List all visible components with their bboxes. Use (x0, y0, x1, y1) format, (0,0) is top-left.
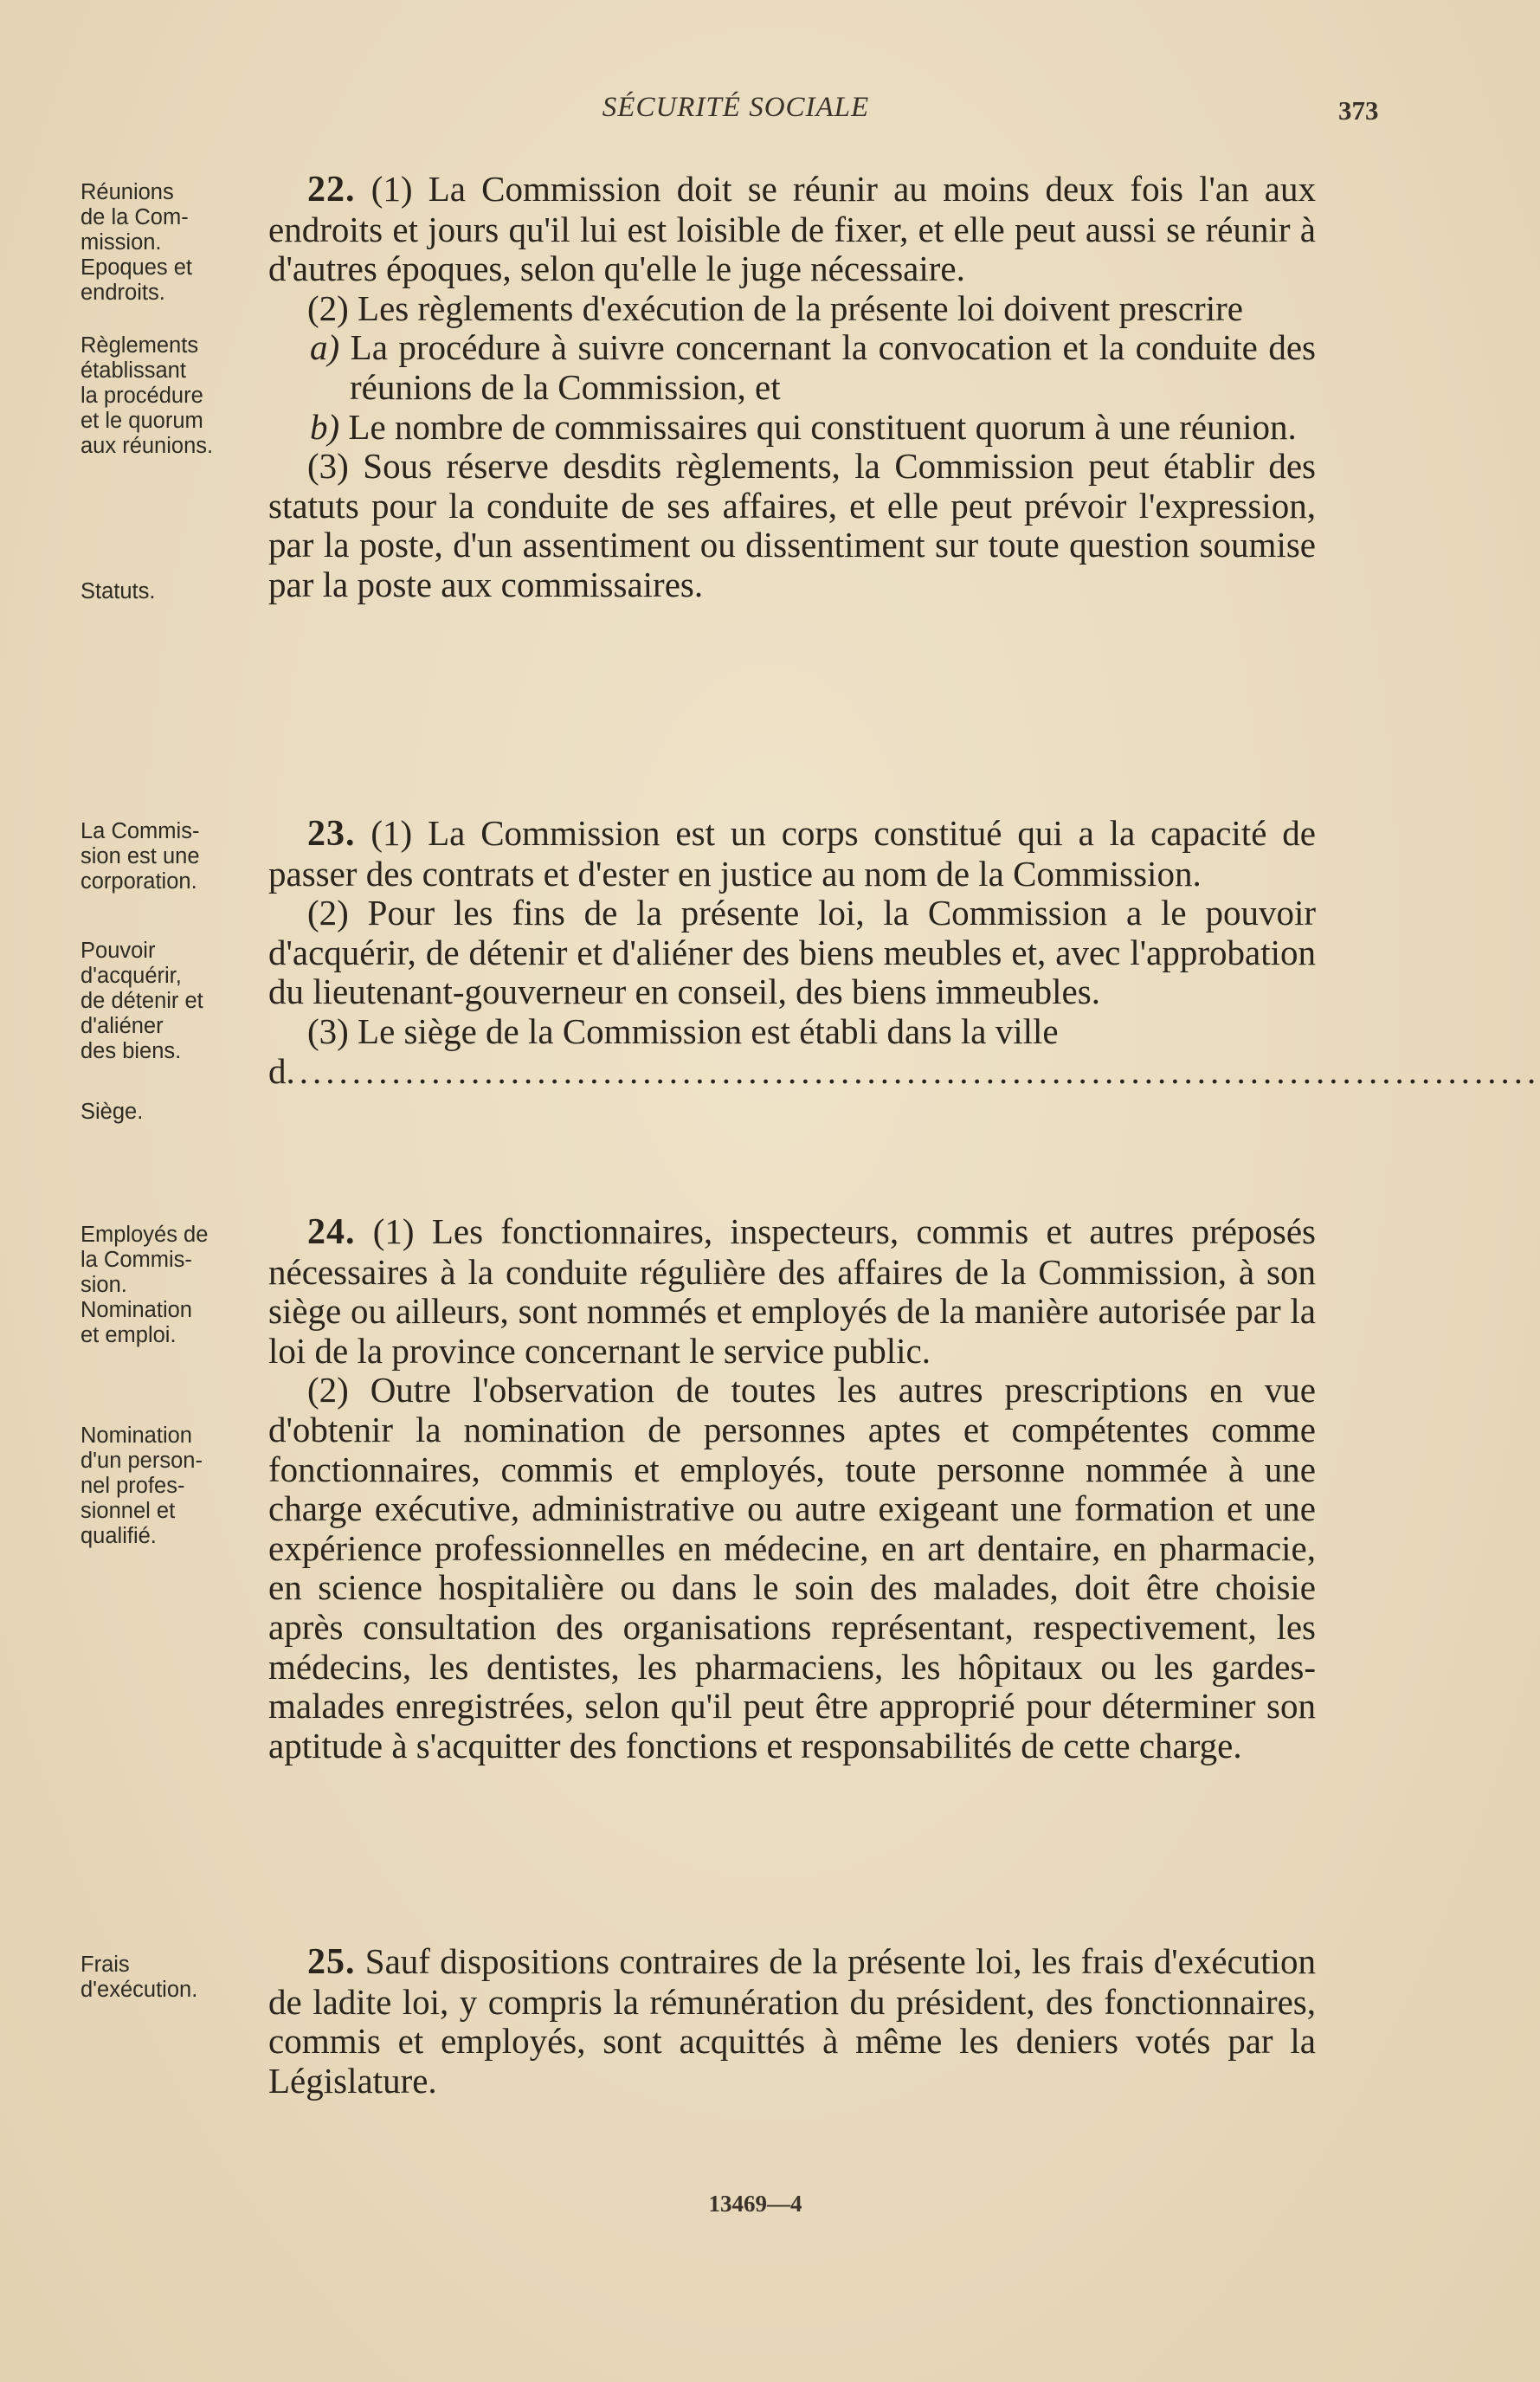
dot-leader: ............................................................................................... (286, 1050, 1540, 1091)
margin-note-employes (81, 1223, 254, 1348)
section-22 (268, 170, 1316, 605)
margin-note-line: Frais (81, 1953, 130, 1977)
margin-note-line: et emploi. (81, 1323, 177, 1347)
margin-note-line: Epoques et (81, 255, 193, 280)
margin-note-line: nel profes- (81, 1474, 185, 1498)
section-24 (268, 1212, 1316, 1766)
margin-note-line: Pouvoir (81, 939, 156, 963)
margin-note-pouvoir (81, 939, 254, 1064)
margin-note-line: La Commis- (81, 819, 200, 843)
margin-note-line: la Commis- (81, 1248, 192, 1272)
margin-note-corporation (81, 819, 254, 894)
section-number: 24. (307, 1212, 356, 1252)
margin-note-line: Règlements (81, 333, 199, 358)
paragraph-text: (1) Les fonctionnaires, inspecteurs, commis et autres préposés nécessaires à la conduite régulière des affaires de la Commission, à son siège ou ailleurs, sont nommés et employés de la manière autorisée par la loi de la province concernant le service public. (268, 1211, 1316, 1371)
margin-note-line: endroits. (81, 281, 165, 305)
paragraph-text: (1) La Commission est un corps constitué qui a la capacité de passer des contrats et d'ester en justice au nom de la Commission. (268, 813, 1316, 894)
margin-note-line: d'acquérir, (81, 964, 182, 988)
section-24-paragraph-1 (268, 1212, 1316, 1371)
section-number: 22. (307, 170, 356, 210)
margin-note-line: mission. (81, 230, 162, 255)
margin-note-line: établissant (81, 358, 186, 383)
section-23-paragraph-1 (268, 814, 1316, 894)
running-title: SÉCURITÉ SOCIALE (602, 92, 870, 123)
item-text: La procédure à suivre concernant la convocation et la conduite des réunions de la Commission, et (350, 327, 1316, 407)
margin-note-line: de détenir et (81, 989, 203, 1013)
margin-note-line: Réunions (81, 180, 174, 204)
section-25-paragraph-1 (268, 1942, 1316, 2101)
margin-note-line: sion est une (81, 844, 200, 868)
section-23-paragraph-2: (2) Pour les fins de la présente loi, la Commission a le pouvoir d'acquérir, de détenir et d'aliéner des biens meubles et, avec l'approbation du lieutenant-gouverneur en conseil, des biens immeubles. (268, 893, 1316, 1012)
margin-note-reglements (81, 333, 254, 459)
section-22-paragraph-3: (3) Sous réserve desdits règlements, la Commission peut établir des statuts pour la conduite de ses affaires, et elle peut prévoir l'expression, par la poste, d'un assentiment ou dissentiment sur toute question soumise par la poste aux commissaires. (268, 446, 1316, 604)
margin-note-line: de la Com- (81, 205, 189, 229)
page-number: 373 (1338, 95, 1379, 126)
section-25 (268, 1942, 1316, 2101)
paragraph-text: (1) La Commission doit se réunir au moins deux fois l'an aux endroits et jours qu'il lui est loisible de fixer, et elle peut aussi se réunir à d'autres époques, selon qu'elle le juge nécessaire. (268, 169, 1317, 289)
margin-note-line: d'aliéner (81, 1014, 164, 1038)
margin-note-line: Employés de (81, 1223, 209, 1247)
item-label: a) (310, 327, 340, 368)
section-23-fill-line (268, 1050, 1540, 1092)
section-22-item-b (310, 408, 1316, 448)
margin-note-line: Nomination (81, 1423, 192, 1448)
section-number: 25. (307, 1942, 356, 1982)
section-22-paragraph-1 (268, 170, 1316, 289)
margin-note-line: sionnel et (81, 1499, 176, 1523)
fill-line-start: d (268, 1050, 287, 1091)
section-23-paragraph-3: (3) Le siège de la Commission est établi dans la ville (307, 1010, 1059, 1051)
margin-note-line: des biens. (81, 1039, 182, 1063)
margin-note-reunions (81, 180, 254, 306)
section-22-paragraph-2: (2) Les règlements d'exécution de la présente loi doivent prescrire (307, 287, 1243, 328)
section-23 (268, 813, 1540, 1091)
margin-note-statuts (81, 579, 254, 604)
section-24-paragraph-2: (2) Outre l'observation de toutes les autres prescriptions en vue d'obtenir la nomination de personnes aptes et compétentes comme fonctionnaires, commis et employés, toute personne nommée à une charge exécutive, administrative ou autre exigeant une formation et une expérience professionnelles en médecine, en art dentaire, en pharmacie, en science hospitalière ou dans le soin des malades, doit être choisie après consultation des organisations représentant, respectivement, les médecins, les dentistes, les pharmaciens, les hôpitaux ou les gardes-malades enregistrées, selon qu'il peut être approprié pour déterminer son aptitude à s'acquitter des fonctions et responsabilités de cette charge. (268, 1370, 1316, 1766)
margin-note-line: d'exécution. (81, 1978, 198, 2002)
margin-note-line: Statuts. (81, 579, 156, 604)
margin-note-line: Nomination (81, 1298, 192, 1322)
section-22-item-a (310, 328, 1316, 407)
item-label: b) (310, 406, 340, 447)
paragraph-text: Sauf dispositions contraires de la présente loi, les frais d'exécution de ladite loi, y compris la rémunération du président, des fonctionnaires, commis et employés, sont acquittés à même les deniers votés par la Législature. (268, 1941, 1317, 2101)
margin-note-frais (81, 1953, 254, 2003)
print-code: 13469—4 (708, 2191, 802, 2217)
margin-note-line: la procédure (81, 384, 203, 408)
margin-note-line: aux réunions. (81, 434, 214, 458)
item-text: Le nombre de commissaires qui constituent quorum à une réunion. (348, 406, 1297, 447)
margin-note-siege (81, 1100, 254, 1125)
margin-note-line: Siège. (81, 1100, 144, 1124)
margin-note-line: sion. (81, 1273, 127, 1297)
margin-note-line: d'un person- (81, 1449, 203, 1473)
section-number: 23. (307, 814, 356, 854)
margin-note-line: et le quorum (81, 409, 203, 433)
margin-note-nomination (81, 1423, 254, 1549)
margin-note-line: corporation. (81, 869, 197, 894)
margin-note-line: qualifié. (81, 1524, 157, 1548)
